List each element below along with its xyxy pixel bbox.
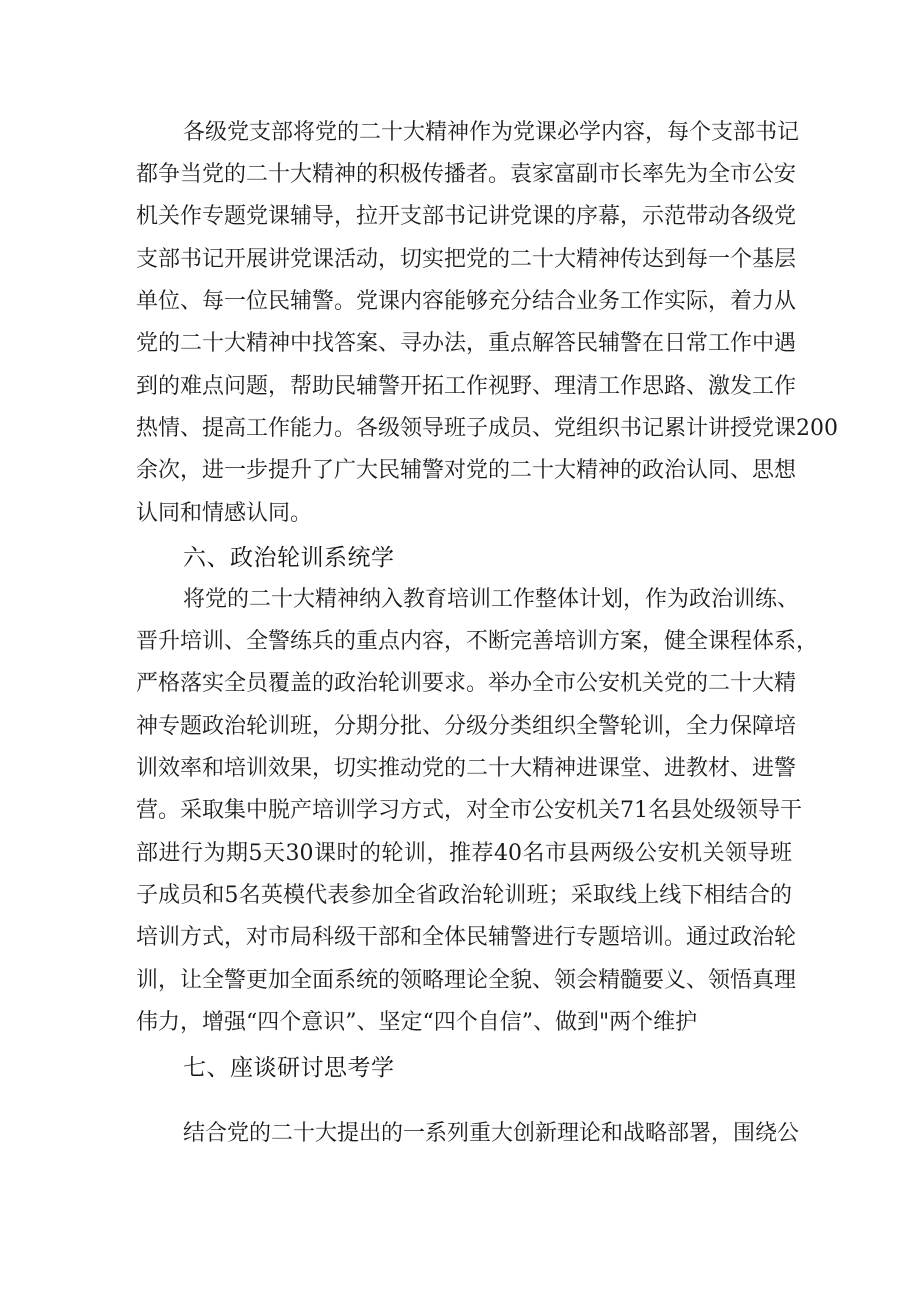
paragraph-line: 培训方式，对市局科级干部和全体民辅警进行专题培训。通过政治轮 [136, 925, 797, 950]
paragraph-line: 党的二十大精神中找答案、寻办法，重点解答民辅警在日常工作中遇 [136, 331, 797, 356]
paragraph-line: 神专题政治轮训班，分期分批、分级分类组织全警轮训，全力保障培 [136, 714, 797, 739]
paragraph-line: 结合党的二十大提出的一系列重大创新理论和战略部署，围绕公 [183, 1121, 800, 1146]
section-heading: 六、政治轮训系统学 [183, 545, 395, 571]
paragraph-line: 都争当党的二十大精神的积极传播者。袁家富副市长率先为全市公安 [136, 162, 797, 187]
paragraph-line: 到的难点问题，帮助民辅警开拓工作视野、理清工作思路、激发工作 [136, 374, 797, 399]
paragraph-line: 伟力，增强“四个意识”、坚定“四个自信”、做到"两个维护 [136, 1010, 698, 1035]
paragraph-line: 热情、提高工作能力。各级领导班子成员、党组织书记累计讲授党课200 [136, 416, 838, 441]
paragraph-line: 机关作专题党课辅导，拉开支部书记讲党课的序幕，示范带动各级党 [136, 204, 797, 229]
paragraph-line: 支部书记开展讲党课活动，切实把党的二十大精神传达到每一个基层 [136, 247, 797, 272]
paragraph-line: 训效率和培训效果，切实推动党的二十大精神进课堂、进教材、进警 [136, 756, 797, 781]
paragraph-line: 营。采取集中脱产培训学习方式，对全市公安机关71名县处级领导干 [136, 798, 802, 823]
paragraph-line: 认同和情感认同。 [136, 501, 313, 526]
paragraph-line: 将党的二十大精神纳入教育培训工作整体计划，作为政治训练、 [183, 587, 800, 612]
paragraph-line: 各级党支部将党的二十大精神作为党课必学内容，每个支部书记 [183, 120, 800, 145]
paragraph-line: 单位、每一位民辅警。党课内容能够充分结合业务工作实际，着力从 [136, 289, 797, 314]
paragraph-line: 晋升培训、全警练兵的重点内容，不断完善培训方案，健全课程体系， [136, 629, 819, 654]
paragraph-line: 余次，进一步提升了广大民辅警对党的二十大精神的政治认同、思想 [136, 458, 797, 483]
paragraph-line: 严格落实全员覆盖的政治轮训要求。举办全市公安机关党的二十大精 [136, 671, 797, 696]
section-heading: 七、座谈研讨思考学 [183, 1055, 395, 1081]
paragraph-line: 子成员和5名英模代表参加全省政治轮训班；采取线上线下相结合的 [136, 883, 792, 908]
paragraph-line: 训，让全警更加全面系统的领略理论全貌、领会精髓要义、领悟真理 [136, 968, 797, 993]
paragraph-line: 部进行为期5天30课时的轮训，推荐40名市县两级公安机关领导班 [136, 841, 792, 866]
